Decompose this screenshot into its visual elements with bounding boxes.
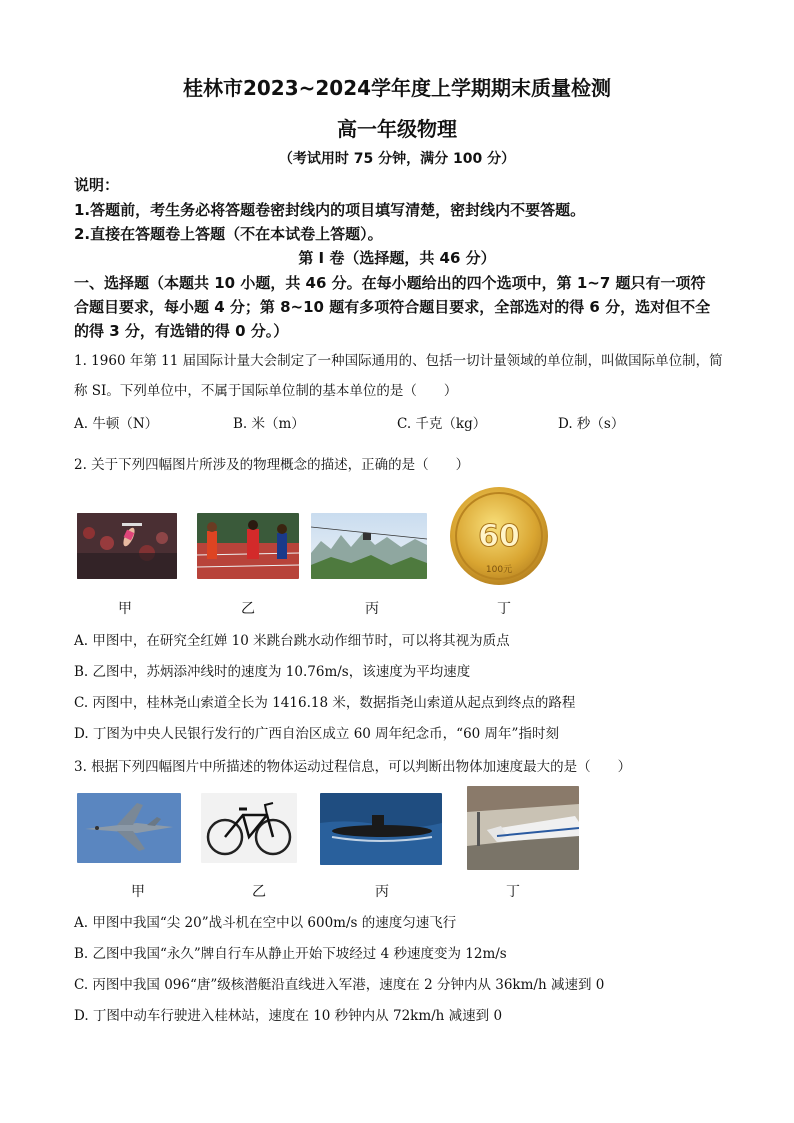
coin-number: 60 xyxy=(478,519,520,554)
q2-image-sprint xyxy=(197,513,299,579)
q2-stem: 2. 关于下列四幅图片所涉及的物理概念的描述，正确的是（ ） xyxy=(74,457,470,473)
q2-caption-ding: 丁 xyxy=(497,601,511,617)
q2-option-b: B. 乙图中，苏炳添冲线时的速度为 10.76m/s，该速度为平均速度 xyxy=(74,664,471,680)
exam-subject: 高一年级物理 xyxy=(337,117,457,141)
q3-option-a: A. 甲图中我国“尖 20”战斗机在空中以 600m/s 的速度匀速飞行 xyxy=(74,915,457,931)
q1-option-b: B. 米（m） xyxy=(233,416,305,432)
note-item-2: 2.直接在答题卷上答题（不在本试卷上答题）。 xyxy=(74,225,383,243)
q3-option-c: C. 丙图中我国 096“唐”级核潜艇沿直线进入军港，速度在 2 分钟内从 36km/h 减速到 0 xyxy=(74,977,605,993)
note-item-1: 1.答题前，考生务必将答题卷密封线内的项目填写清楚，密封线内不要答题。 xyxy=(74,201,586,219)
q3-image-bicycle xyxy=(201,793,297,863)
q1-option-c: C. 千克（kg） xyxy=(397,416,487,432)
q1-stem-line-2: 称 SI。下列单位中，不属于国际单位制的基本单位的是（ ） xyxy=(74,383,458,399)
exam-title: 桂林市2023~2024学年度上学期期末质量检测 xyxy=(182,76,612,100)
q3-image-fighter-jet xyxy=(77,793,181,863)
q3-caption-yi: 乙 xyxy=(252,884,266,900)
q2-option-a: A. 甲图中，在研究全红婵 10 米跳台跳水动作细节时，可以将其视为质点 xyxy=(74,633,510,649)
q1-option-d: D. 秒（s） xyxy=(558,416,625,432)
q2-image-cableway xyxy=(311,513,427,579)
coin-value: 100元 xyxy=(485,565,513,575)
q3-option-b: B. 乙图中我国“永久”牌自行车从静止开始下坡经过 4 秒速度变为 12m/s xyxy=(74,946,507,962)
q2-option-c: C. 丙图中，桂林尧山索道全长为 1416.18 米，数据指尧山索道从起点到终点的路程 xyxy=(74,695,576,711)
q3-option-d: D. 丁图中动车行驶进入桂林站，速度在 10 秒钟内从 72km/h 减速到 0 xyxy=(74,1008,503,1024)
q2-option-d: D. 丁图为中央人民银行发行的广西自治区成立 60 周年纪念币，“60 周年”指时刻 xyxy=(74,726,559,742)
section1-instruction-1: 一、选择题（本题共 10 小题，共 46 分。在每小题给出的四个选项中，第 1~7 题只有一项符 xyxy=(74,274,706,292)
q2-image-diving xyxy=(77,513,177,579)
q1-option-a: A. 牛顿（N） xyxy=(74,416,159,432)
q2-image-coin xyxy=(449,486,549,586)
q3-caption-jia: 甲 xyxy=(131,884,145,900)
q3-stem: 3. 根据下列四幅图片中所描述的物体运动过程信息，可以判断出物体加速度最大的是（ ） xyxy=(74,759,632,775)
q2-caption-yi: 乙 xyxy=(241,601,255,617)
q2-caption-bing: 丙 xyxy=(365,601,379,617)
notes-heading: 说明： xyxy=(74,176,120,194)
section1-title: 第 I 卷（选择题，共 46 分） xyxy=(298,249,496,267)
exam-time-note: （考试用时 75 分钟，满分 100 分） xyxy=(278,151,516,167)
q3-image-submarine xyxy=(320,793,442,865)
section1-instruction-3: 的得 3 分，有选错的得 0 分。） xyxy=(74,322,289,340)
section1-instruction-2: 合题目要求，每小题 4 分；第 8~10 题有多项符合题目要求，全部选对的得 6 分，选对但不全 xyxy=(74,298,711,316)
q3-image-bullet-train xyxy=(467,786,579,870)
q2-caption-jia: 甲 xyxy=(118,601,132,617)
q1-stem-line-1: 1. 1960 年第 11 届国际计量大会制定了一种国际通用的、包括一切计量领域的单位制，叫做国际单位制，简 xyxy=(74,353,723,369)
q3-caption-bing: 丙 xyxy=(375,884,389,900)
q3-caption-ding: 丁 xyxy=(506,884,520,900)
